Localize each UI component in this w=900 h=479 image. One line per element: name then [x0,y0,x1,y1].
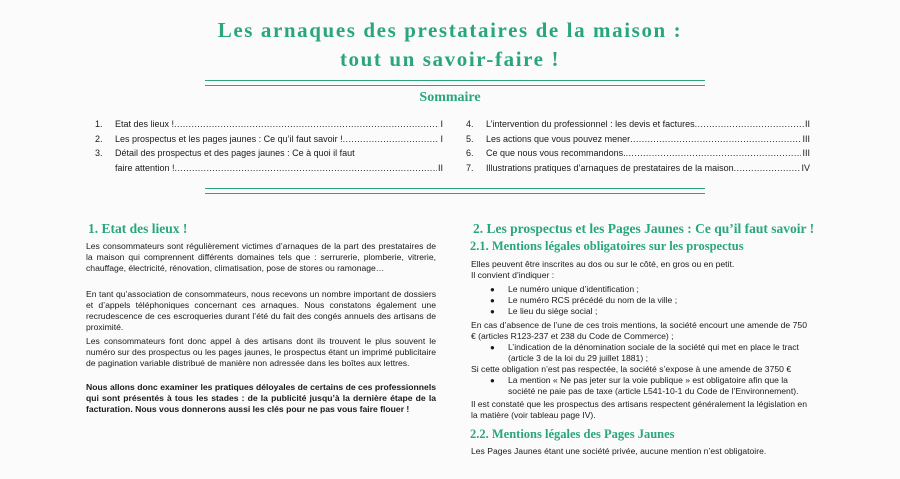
toc-item-number: 1. [95,119,103,129]
toc-item-1[interactable] [95,117,443,132]
bullet-icon: ● [490,285,495,294]
section1-paragraph-2: En tant qu’association de consommateurs, nous recevons un nombre important de dossiers et d’appels téléphoniques concernant ces arnaques. Nous constatons également une recrudescence de ces escroqueries durant l’été du fait des congés annuels des artisans de proximité. [86,289,436,332]
toc-item-page: III [802,133,810,144]
bullet-item: ● Le lieu du siège social ; [490,306,598,316]
toc-item-7[interactable] [466,161,810,176]
toc-item-number: 2. [95,133,103,144]
toc-item-number: 5. [466,133,474,144]
bullet-icon: ● [490,376,495,385]
toc-item-number: 4. [466,119,474,129]
section2-1-obligation-line: Si cette obligation n’est pas respectée, la société s’expose à une amende de 3750 € [471,364,792,374]
bullet-item: ● Le numéro RCS précédé du nom de la ville ; [490,295,678,305]
toc-right-column [466,117,810,175]
toc-item-page: II [437,162,443,173]
section2-heading: 2. Les prospectus et les Pages Jaunes : Ce qu’il faut savoir ! [473,221,815,236]
toc-item-label: L’intervention du professionnel : les devis et factures [486,119,695,129]
section1-paragraph-1: Les consommateurs sont régulièrement victimes d’arnaques de la part des prestataires de la maison qui comprennent différents domaines tels que : serrurerie, plomberie, vitrerie, chauffage, électricité, rénovation, climatisation, pose de stores ou ramonage… [86,241,436,273]
toc-item-label: Les prospectus et les pages jaunes : Ce qu’il faut savoir ! [115,133,343,144]
toc-item-page: II [804,119,810,129]
bullet-icon: ● [490,343,495,352]
section2-1-line-2: Il convient d’indiquer : [471,270,555,280]
bottom-divider [205,188,705,194]
top-divider [205,80,705,86]
section2-1-absence-paragraph: En cas d’absence de l’une de ces trois mentions, la société encourt une amende de 750 € (articles R123-237 et 238 du Code de Commerce) ; [471,320,807,341]
toc-item-label: Ce que nous vous recommandons. [486,148,626,159]
section1-paragraph-4: Nous allons donc examiner les pratiques déloyales de certains de ces professionnels qui sont présentés à tous les stades : de la publicité jusqu’à la dernière étape de la facturation. Nous vous donnerons aussi les clés pour ne pas vous faire flouer ! [86,382,436,414]
toc-item-page: I [440,119,443,129]
bullet-icon: ● [490,296,495,305]
toc-item-6[interactable] [466,146,810,161]
toc-item-2[interactable] [95,132,443,147]
document-title-line2: tout un savoir-faire ! [339,47,561,71]
bullet-item: ● La mention « Ne pas jeter sur la voie publique » est obligatoire afin que la société ne paie pas de taxe (article L541-10-1 du Code de l’Environnement). [490,375,799,396]
document-title-line1: Les arnaques des prestataires de la maison : [217,18,683,42]
toc-item-4[interactable] [466,117,810,132]
section2-1-constat-paragraph: Il est constaté que les prospectus des artisans respectent généralement la législation en la matière (voir tableau page IV). [471,399,807,420]
section2-2-line: Les Pages Jaunes étant une société privée, aucune mention n’est obligatoire. [471,446,767,456]
toc-item-label: Détail des prospectus et des pages jaunes : Ce à quoi il faut [115,148,355,159]
toc-item-label: Les actions que vous pouvez mener [486,133,631,144]
toc-item-number: 7. [466,162,474,173]
toc-item-3-continued[interactable] [95,161,443,176]
toc-item-label: Etat des lieux ! [115,119,175,129]
section2-1-line-1: Elles peuvent être inscrites au dos ou sur le côté, en gros ou en petit. [471,259,735,269]
section1-paragraph-3: Les consommateurs font donc appel à des artisans dont ils trouvent le plus souvent le numéro sur des prospectus ou les pages jaunes, le prospectus étant un imprimé publicitaire de pagination variable distribué de manière non adressée dans les boîtes aux lettres. [86,336,436,368]
toc-item-page: I [440,133,443,144]
section2-2-heading: 2.2. Mentions légales des Pages Jaunes [470,427,675,441]
toc-item-page: IV [801,162,810,173]
bullet-icon: ● [490,307,495,316]
summary-title: Sommaire [419,90,481,105]
bullet-item: ● L’indication de la dénomination sociale de la société qui met en place le tract (article 3 de la loi du 29 juillet 1881) ; [490,342,799,363]
toc-item-label: Illustrations pratiques d’arnaques de prestataires de la maison [486,162,734,173]
section1-heading: 1. Etat des lieux ! [88,221,188,236]
toc-item-number: 3. [95,148,103,159]
toc-item-label: faire attention ! [115,162,175,173]
bullet-item: ● Le numéro unique d’identification ; [490,284,639,294]
toc-item-3[interactable] [95,146,443,161]
section2-1-heading: 2.1. Mentions légales obligatoires sur les prospectus [470,239,744,253]
toc-left-column [95,117,443,175]
toc-item-number: 6. [466,148,474,159]
toc-item-page: III [802,148,810,159]
toc-item-5[interactable] [466,132,810,147]
